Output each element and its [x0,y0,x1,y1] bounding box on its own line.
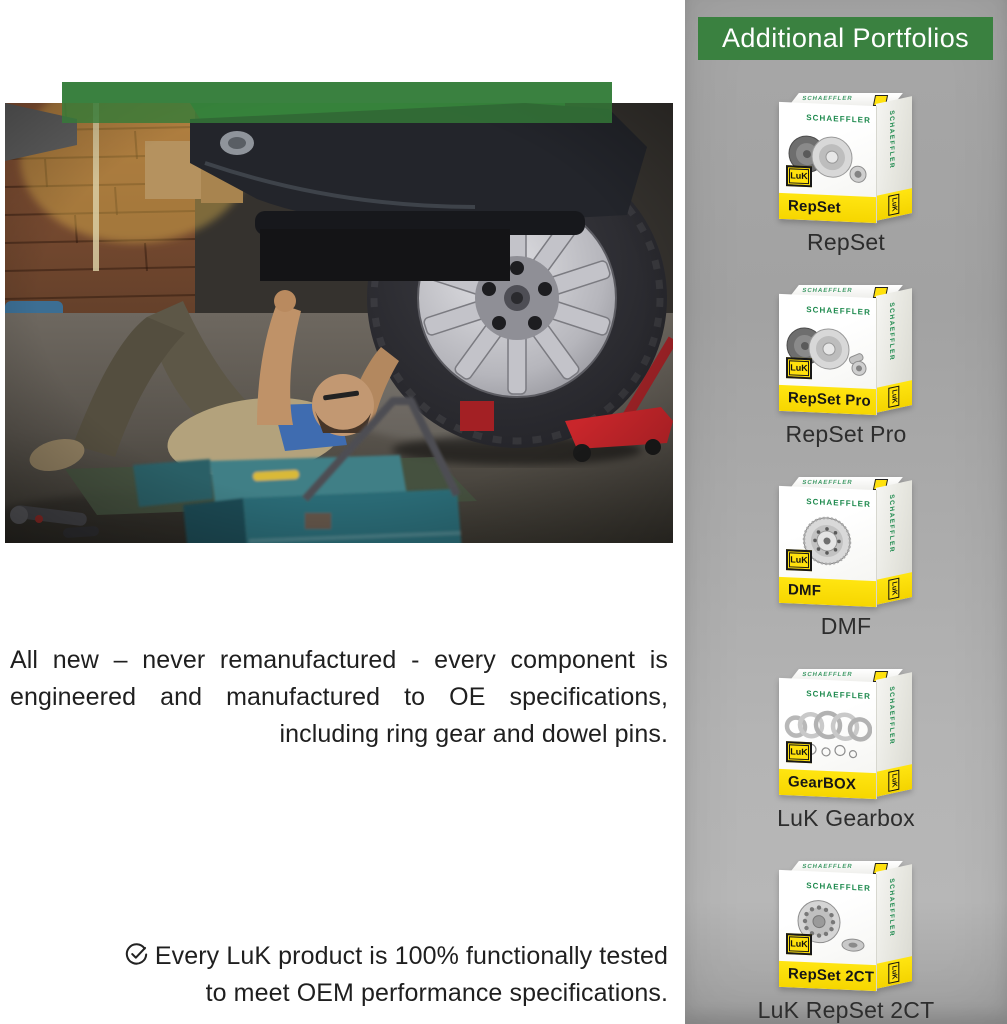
schaeffler-brand-text: SCHAEFFLER [806,689,871,701]
product-label: DMF [820,613,872,639]
schaeffler-brand-text-top: SCHAEFFLER [801,864,854,870]
luk-logo: LuK [786,165,812,187]
product-box-side-face [876,288,912,413]
luk-logo-mini-side: LuK [888,194,899,216]
green-banner-overlay [62,103,612,123]
sidebar-items [685,78,1007,1024]
product-box-side-face [876,864,912,989]
side-yellow-band [876,188,912,221]
side-yellow-band [876,764,912,797]
portfolio-item [685,846,1007,1024]
product-box-side-face [876,672,912,797]
product-box-side-face [876,480,912,605]
luk-logo: LuK [786,741,812,763]
portfolio-item [685,654,1007,846]
product-label: LuK Gearbox [777,805,915,831]
schaeffler-brand-text: SCHAEFFLER [806,113,871,125]
product-box-front-face [779,486,877,607]
portfolio-item [685,462,1007,654]
schaeffler-brand-text-side: SCHAEFFLER [888,493,895,554]
schaeffler-brand-text-side: SCHAEFFLER [888,109,895,170]
product-label: LuK RepSet 2CT [757,997,935,1023]
sidebar-header: Additional Portfolios [698,17,993,60]
headline-paragraph [10,642,668,753]
schaeffler-brand-text-top: SCHAEFFLER [801,672,854,678]
product-label: RepSet Pro [785,421,907,447]
headline-line-1: All new – never remanufactured - every component is [10,646,668,674]
garage-photo [5,103,673,543]
check-circle-icon [123,941,150,968]
schaeffler-brand-text: SCHAEFFLER [806,497,871,509]
side-yellow-band [876,956,912,989]
product-box-front-face [779,870,877,991]
product-box-front-face [779,102,877,223]
footnote-line-1-wrap [68,938,668,975]
green-banner [62,82,612,103]
luk-logo-mini-side: LuK [888,962,899,984]
luk-logo-mini-side: LuK [888,770,899,792]
side-yellow-band [876,380,912,413]
product-label: RepSet [807,229,885,255]
product-box [779,92,913,224]
product-box [779,668,913,800]
vignette [5,103,673,543]
schaeffler-brand-text-top: SCHAEFFLER [801,480,854,486]
luk-logo: LuK [786,933,812,955]
schaeffler-brand-text: SCHAEFFLER [806,305,871,317]
product-box-front-face [779,294,877,415]
luk-logo-mini-side: LuK [888,578,899,600]
headline-line-3: including ring gear and dowel pins. [279,720,668,748]
side-yellow-band [876,572,912,605]
portfolio-item [685,78,1007,270]
product-box-front-face [779,678,877,799]
footnote-line-2: to meet OEM performance specifications. [205,979,668,1007]
headline-line-2: engineered and manufactured to OE specifications, [10,683,668,711]
product-band-name: DMF [779,577,876,607]
footnote [68,938,668,1012]
luk-logo-mini-side: LuK [888,386,899,408]
luk-logo: LuK [786,549,812,571]
footnote-line-1: Every LuK product is 100% functionally tested [154,942,668,970]
product-box-side-face [876,96,912,221]
product-band-name: GearBOX [779,769,876,799]
schaeffler-brand-text: SCHAEFFLER [806,881,871,893]
schaeffler-brand-text-top: SCHAEFFLER [801,288,854,294]
schaeffler-brand-text-side: SCHAEFFLER [888,301,895,362]
product-box [779,860,913,992]
product-band-name: RepSet 2CT [779,961,876,991]
schaeffler-brand-text-side: SCHAEFFLER [888,685,895,746]
product-box [779,476,913,608]
product-band-name: RepSet Pro [779,385,876,415]
product-box [779,284,913,416]
schaeffler-brand-text-top: SCHAEFFLER [801,96,854,102]
additional-portfolios-sidebar [685,0,1007,1024]
garage-photo-art [5,103,673,543]
luk-logo: LuK [786,357,812,379]
schaeffler-brand-text-side: SCHAEFFLER [888,877,895,938]
portfolio-item [685,270,1007,462]
product-band-name: RepSet [779,193,876,223]
